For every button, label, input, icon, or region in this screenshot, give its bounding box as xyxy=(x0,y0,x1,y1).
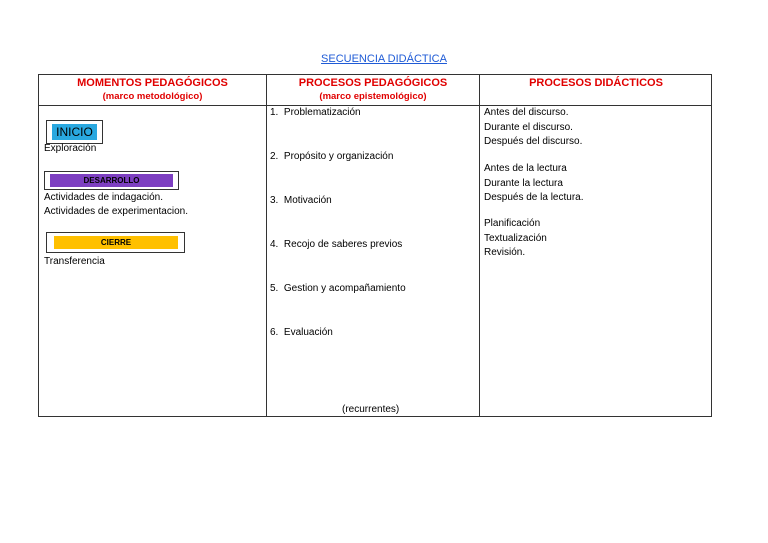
proceso-pedagogico-item: 3. Motivación xyxy=(270,195,332,206)
header-momentos xyxy=(39,77,266,103)
cierre-label: CIERRE xyxy=(54,236,178,249)
header-didacticos-title: PROCESOS DIDÁCTICOS xyxy=(529,77,663,89)
didactico-item: Textualización xyxy=(484,233,547,244)
proceso-pedagogico-item: 1. Problematización xyxy=(270,107,361,118)
didactico-item: Después de la lectura. xyxy=(484,192,584,203)
document-title: SECUENCIA DIDÁCTICA xyxy=(321,53,447,65)
header-pedagogicos-title: PROCESOS PEDAGÓGICOS xyxy=(298,77,448,89)
header-divider xyxy=(39,105,711,106)
sequence-table xyxy=(38,74,712,417)
desarrollo-badge xyxy=(44,171,179,190)
didactico-item: Después del discurso. xyxy=(484,136,583,147)
didactico-item: Antes del discurso. xyxy=(484,107,569,118)
header-pedagogicos-subtitle: (marco epistemológico) xyxy=(319,91,427,102)
header-momentos-title: MOMENTOS PEDAGÓGICOS xyxy=(77,77,228,89)
column-divider xyxy=(266,75,267,416)
didactico-item: Antes de la lectura xyxy=(484,163,567,174)
proceso-pedagogico-item: 6. Evaluación xyxy=(270,327,333,338)
inicio-item: Exploración xyxy=(44,143,97,154)
recurrentes-note: (recurrentes) xyxy=(342,404,400,415)
didactico-item: Durante el discurso. xyxy=(484,122,573,133)
inicio-label: INICIO xyxy=(52,124,97,140)
desarrollo-label: DESARROLLO xyxy=(50,174,173,187)
header-procesos-didacticos xyxy=(480,77,712,90)
header-procesos-pedagogicos xyxy=(267,77,479,103)
cierre-badge xyxy=(46,232,185,253)
didactico-item: Planificación xyxy=(484,218,541,229)
column-divider xyxy=(479,75,480,416)
header-momentos-subtitle: (marco metodológico) xyxy=(102,91,203,102)
proceso-pedagogico-item: 5. Gestion y acompañamiento xyxy=(270,283,406,294)
cierre-item: Transferencia xyxy=(44,256,105,267)
proceso-pedagogico-item: 4. Recojo de saberes previos xyxy=(270,239,403,250)
didactico-item: Revisión. xyxy=(484,247,526,258)
inicio-badge xyxy=(46,120,103,144)
desarrollo-item: Actividades de indagación. xyxy=(44,192,163,203)
proceso-pedagogico-item: 2. Propósito y organización xyxy=(270,151,394,162)
desarrollo-item: Actividades de experimentacion. xyxy=(44,206,188,217)
didactico-item: Durante la lectura xyxy=(484,178,563,189)
